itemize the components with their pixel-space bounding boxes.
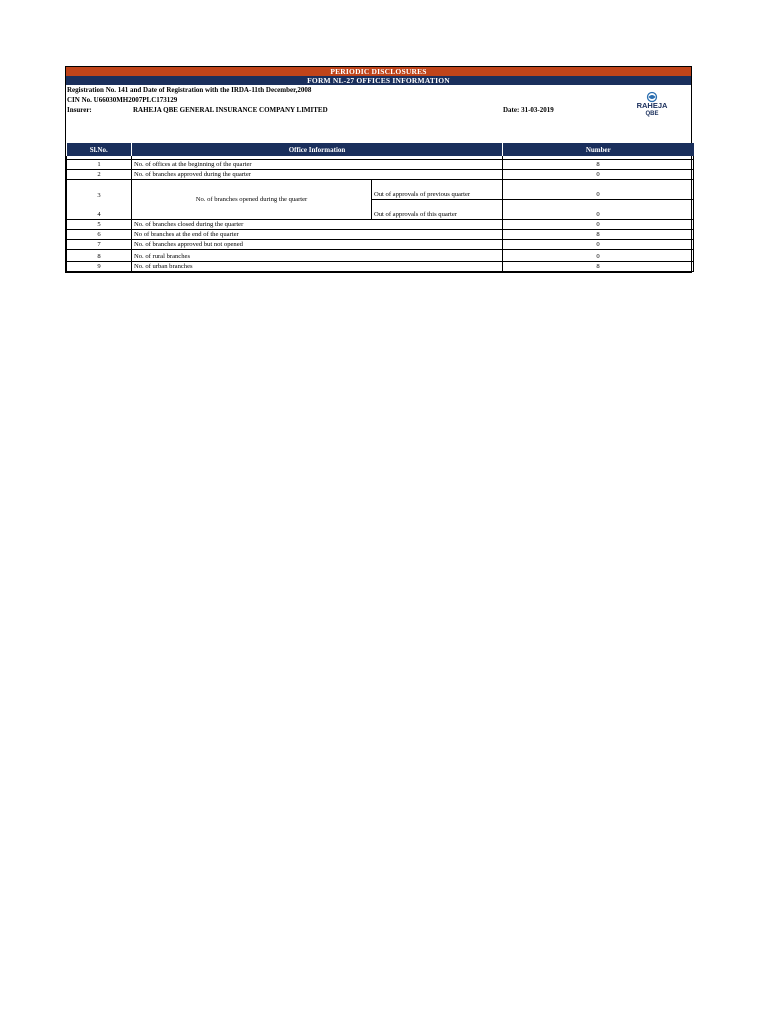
row-info-merged: No. of branches opened during the quarter xyxy=(132,180,372,220)
logo-text-raheja: RAHEJA xyxy=(636,101,668,110)
table-row xyxy=(67,250,694,262)
form-title-banner: FORM NL-27 OFFICES INFORMATION xyxy=(66,76,691,85)
row-info: No. of branches approved but not opened xyxy=(132,240,503,250)
row-number: 8 xyxy=(503,262,694,272)
table-row xyxy=(67,180,694,200)
row-sl: 5 xyxy=(67,220,132,230)
row-sl: 6 xyxy=(67,230,132,240)
insurer-name: RAHEJA QBE GENERAL INSURANCE COMPANY LIMITED xyxy=(133,106,328,114)
header-sl-no: Sl.No. xyxy=(67,143,132,156)
periodic-disclosures-banner: PERIODIC DISCLOSURES xyxy=(66,67,691,76)
offices-information-table xyxy=(66,143,694,272)
row-info: No. of branches approved during the quarter xyxy=(132,170,503,180)
row-info: No. of branches closed during the quarter xyxy=(132,220,503,230)
row-sub-info: Out of approvals of previous quarter xyxy=(372,180,503,200)
row-sl: 8 xyxy=(67,250,132,262)
table-row xyxy=(67,262,694,272)
insurer-label: Insurer: xyxy=(67,106,92,114)
table-row xyxy=(67,230,694,240)
row-sl: 2 xyxy=(67,170,132,180)
disclosure-sheet xyxy=(65,66,692,273)
row-number: 0 xyxy=(503,180,694,200)
table-row xyxy=(67,170,694,180)
row-info: No. of urban branches xyxy=(132,262,503,272)
table-row xyxy=(67,160,694,170)
row-number: 0 xyxy=(503,200,694,220)
registration-line: Registration No. 141 and Date of Registration with the IRDA-11th December,2008 xyxy=(67,86,312,94)
logo-text-qbe: QBE xyxy=(645,111,659,117)
header-office-information: Office Information xyxy=(132,143,503,156)
row-sub-info: Out of approvals of this quarter xyxy=(372,200,503,220)
row-number: 8 xyxy=(503,230,694,240)
row-info: No of branches at the end of the quarter xyxy=(132,230,503,240)
row-number: 8 xyxy=(503,160,694,170)
row-number: 0 xyxy=(503,220,694,230)
company-meta xyxy=(66,85,691,143)
cin-line: CIN No. U66030MH2007PLC173129 xyxy=(67,96,178,104)
row-number: 0 xyxy=(503,250,694,262)
header-number: Number xyxy=(503,143,694,156)
raheja-qbe-logo xyxy=(629,91,675,117)
row-info: No. of offices at the beginning of the quarter xyxy=(132,160,503,170)
row-info: No. of rural branches xyxy=(132,250,503,262)
row-sl: 7 xyxy=(67,240,132,250)
row-sl: 3 xyxy=(67,180,132,200)
row-sl: 9 xyxy=(67,262,132,272)
row-sl: 4 xyxy=(67,200,132,220)
table-row xyxy=(67,220,694,230)
row-number: 0 xyxy=(503,240,694,250)
row-sl: 1 xyxy=(67,160,132,170)
row-number: 0 xyxy=(503,170,694,180)
table-row xyxy=(67,240,694,250)
report-date: Date: 31-03-2019 xyxy=(503,106,554,114)
